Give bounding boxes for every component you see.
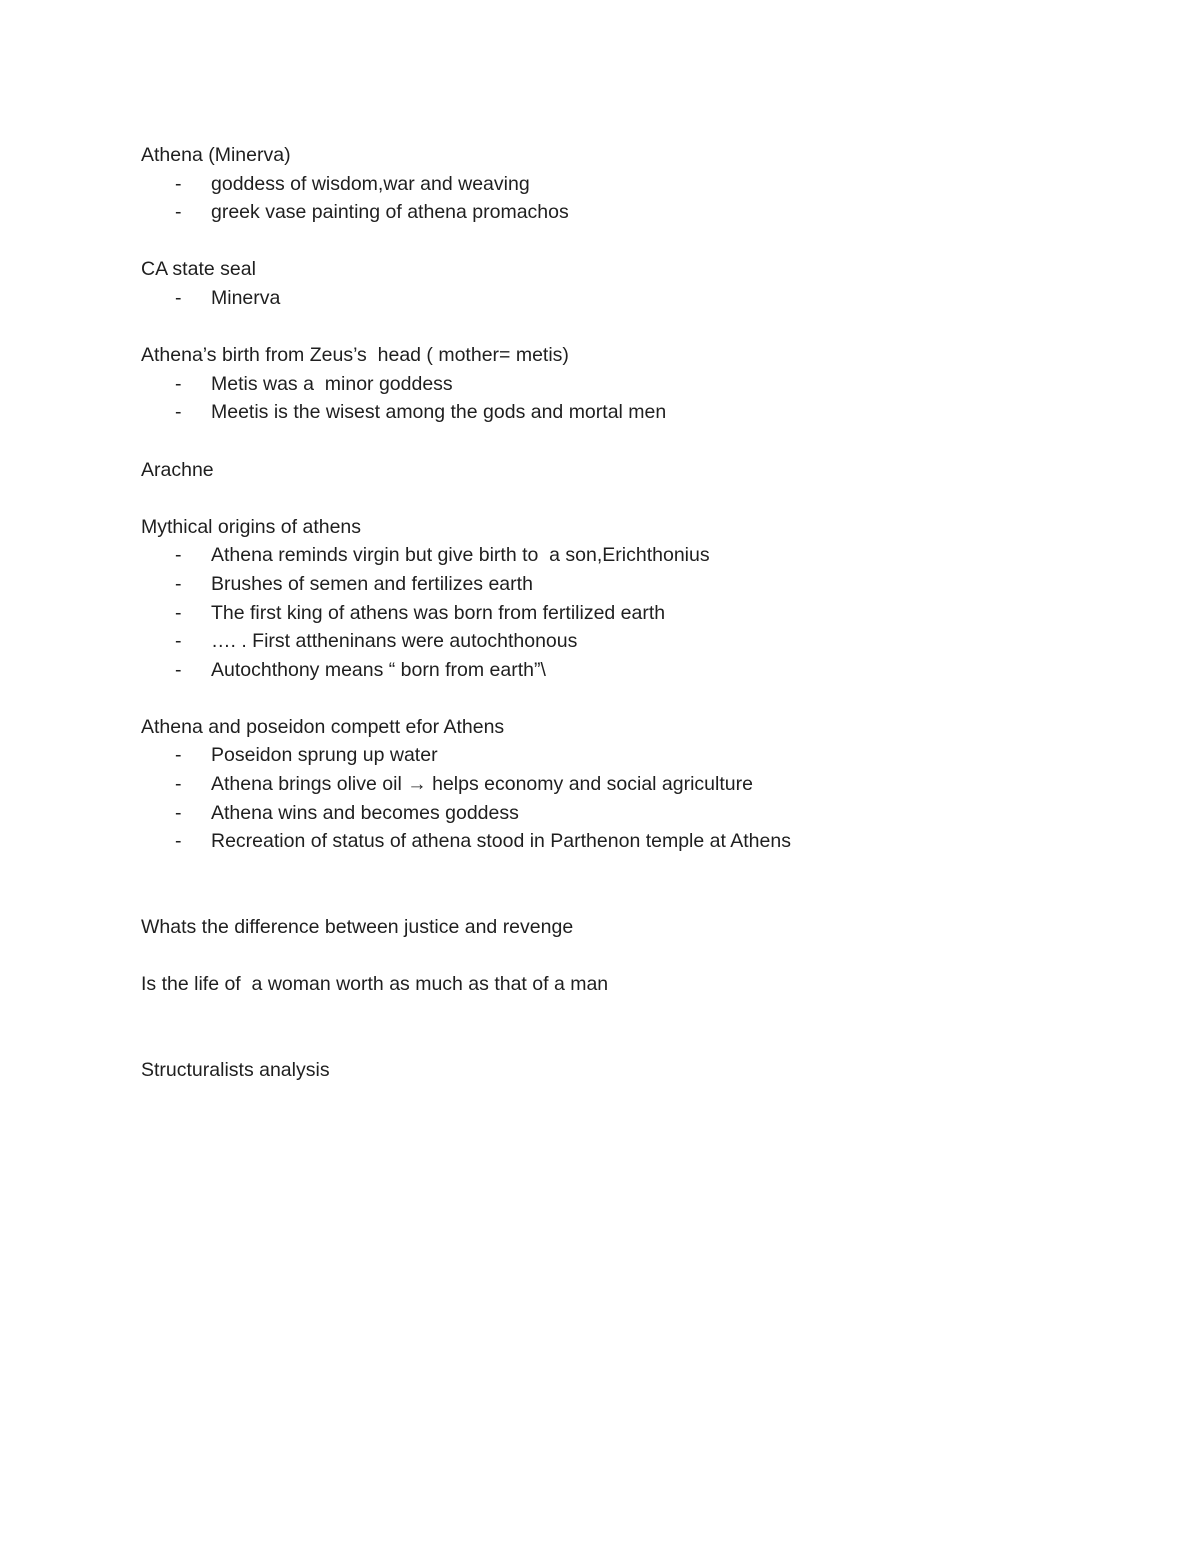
list-item-text: Athena reminds virgin but give birth to a son,Erichthonius	[211, 544, 710, 567]
list-item-text: Athena wins and becomes goddess	[211, 801, 519, 824]
bullet-dash: -	[175, 801, 182, 824]
list-item	[141, 284, 1121, 313]
bullet-dash: -	[175, 201, 182, 224]
section-arachne	[141, 456, 1121, 485]
list-item	[141, 398, 1121, 427]
bullet-dash: -	[175, 830, 182, 853]
section-heading: Arachne	[141, 458, 214, 481]
list-item-text: Poseidon sprung up water	[211, 744, 438, 767]
list-item	[141, 827, 1121, 856]
bullet-dash: -	[175, 401, 182, 424]
section-athena-minerva	[141, 141, 1121, 227]
list-item	[141, 741, 1121, 770]
section-athena-birth	[141, 341, 1121, 427]
bullet-dash: -	[175, 601, 182, 624]
bullet-list	[141, 170, 1121, 227]
list-item	[141, 370, 1121, 399]
section-structuralists	[141, 1056, 1121, 1085]
section-ca-state-seal	[141, 255, 1121, 312]
bullet-list	[141, 741, 1121, 855]
list-item	[141, 656, 1121, 685]
bullet-list	[141, 541, 1121, 684]
bullet-dash: -	[175, 172, 182, 195]
list-item-text: Minerva	[211, 286, 281, 309]
list-item	[141, 541, 1121, 570]
bullet-dash: -	[175, 572, 182, 595]
section-heading: Is the life of a woman worth as much as that of a man	[141, 973, 609, 996]
list-item-text: greek vase painting of athena promachos	[211, 201, 569, 224]
section-heading: CA state seal	[141, 258, 256, 281]
section-heading: Mythical origins of athens	[141, 515, 362, 538]
section-heading: Athena and poseidon compett efor Athens	[141, 715, 505, 738]
section-athena-poseidon	[141, 713, 1121, 856]
list-item-text: Brushes of semen and fertilizes earth	[211, 572, 533, 595]
list-item	[141, 170, 1121, 199]
bullet-dash: -	[175, 630, 182, 653]
bullet-dash: -	[175, 744, 182, 767]
bullet-dash: -	[175, 658, 182, 681]
list-item-text: Athena brings olive oil → helps economy and social agriculture	[211, 773, 753, 796]
list-item-text: goddess of wisdom,war and weaving	[211, 172, 530, 195]
section-heading: Athena’s birth from Zeus’s head ( mother= metis)	[141, 344, 569, 367]
list-item	[141, 570, 1121, 599]
list-item	[141, 198, 1121, 227]
section-heading: Athena (Minerva)	[141, 144, 291, 166]
list-item	[141, 770, 1121, 799]
bullet-dash: -	[175, 773, 182, 796]
list-item	[141, 799, 1121, 828]
list-item-text: Metis was a minor goddess	[211, 372, 453, 395]
section-life-of-woman	[141, 970, 1121, 999]
list-item-text: Recreation of status of athena stood in Parthenon temple at Athens	[211, 830, 791, 853]
section-justice-revenge	[141, 913, 1121, 942]
bullet-list	[141, 284, 1121, 313]
section-heading: Structuralists analysis	[141, 1059, 330, 1081]
bullet-dash: -	[175, 544, 182, 567]
section-heading: Whats the difference between justice and revenge	[141, 916, 574, 939]
list-item-text: Autochthony means “ born from earth”\	[211, 658, 546, 681]
list-item-text: Meetis is the wisest among the gods and mortal men	[211, 401, 667, 424]
list-item	[141, 627, 1121, 656]
bullet-dash: -	[175, 286, 182, 309]
list-item-text: The first king of athens was born from fertilized earth	[211, 601, 666, 624]
list-item-text: …. . First attheninans were autochthonous	[211, 630, 578, 653]
section-mythical-origins	[141, 513, 1121, 685]
list-item	[141, 599, 1121, 628]
bullet-dash: -	[175, 372, 182, 395]
bullet-list	[141, 370, 1121, 427]
document-body	[141, 141, 1121, 1113]
